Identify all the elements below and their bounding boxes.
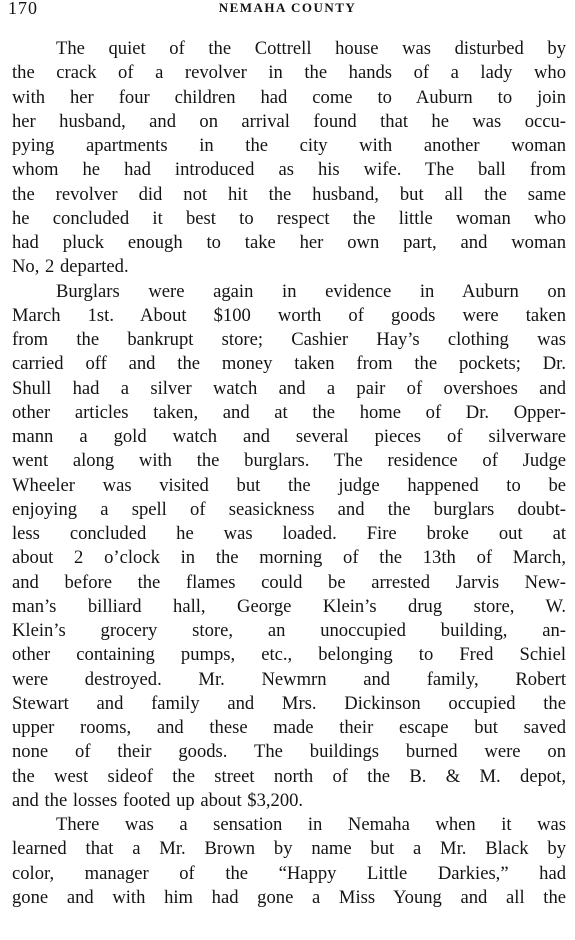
text-line: from the bankrupt store; Cashier Hay’s clothing was xyxy=(12,329,566,350)
text-line: upper rooms, and these made their escape but saved xyxy=(12,717,566,738)
text-line: Burglars were again in evidence in Auburn on xyxy=(56,280,566,302)
text-line: pying apartments in the city with another woman xyxy=(12,135,566,156)
text-line: and the losses footed up about $3,200. xyxy=(12,789,304,811)
text-line: were destroyed. Mr. Newmrn and family, Robert xyxy=(12,668,566,690)
text-line: Shull had a silver watch and a pair of overshoes and xyxy=(12,377,566,399)
text-line: whom he had introduced as his wife. The ball from xyxy=(12,159,566,181)
text-line: her husband, and on arrival found that he was occu- xyxy=(12,110,566,132)
text-line: learned that a Mr. Brown by name but a Mr. Black by xyxy=(12,838,566,860)
text-line: enjoying a spell of seasickness and the burglars doubt- xyxy=(12,498,566,520)
text-line: mann a gold watch and several pieces of silverware xyxy=(12,426,566,447)
paragraph xyxy=(12,813,566,910)
body-text xyxy=(12,37,566,910)
text-line: with her four children had come to Auburn to join xyxy=(12,86,566,108)
text-line: carried off and the money taken from the pockets; Dr. xyxy=(12,353,566,375)
text-line: The quiet of the Cottrell house was disturbed by xyxy=(56,38,566,59)
text-line: the revolver did not hit the husband, but all the same xyxy=(12,183,566,205)
running-head: NEMAHA COUNTY xyxy=(218,0,357,15)
text-line: less concluded he was loaded. Fire broke out at xyxy=(12,523,566,544)
text-line: No, 2 departed. xyxy=(12,256,129,278)
text-line: Klein’s grocery store, an unoccupied building, an- xyxy=(12,620,566,641)
paragraph xyxy=(12,37,566,280)
text-line: about 2 o’clock in the morning of the 13th of March, xyxy=(12,547,566,569)
text-line: went along with the burglars. The residence of Judge xyxy=(12,450,566,472)
text-line: Wheeler was visited but the judge happened to be xyxy=(12,474,566,496)
page-number: 170 xyxy=(8,0,38,18)
text-line: gone and with him had gone a Miss Young and all the xyxy=(12,886,566,908)
text-line: other articles taken, and at the home of Dr. Opper- xyxy=(12,401,566,423)
text-line: and before the flames could be arrested Jarvis New- xyxy=(12,571,566,593)
text-line: none of their goods. The buildings burned were on xyxy=(12,741,566,763)
text-line: man’s billiard hall, George Klein’s drug store, W. xyxy=(12,595,566,617)
text-line: There was a sensation in Nemaha when it was xyxy=(56,814,566,835)
text-line: March 1st. About $100 worth of goods were taken xyxy=(12,304,566,326)
text-line: the crack of a revolver in the hands of a lady who xyxy=(12,62,566,84)
text-line: the west sideof the street north of the B. & M. depot, xyxy=(12,765,566,787)
text-line: he concluded it best to respect the little woman who xyxy=(12,207,566,229)
page-header xyxy=(8,0,567,24)
text-line: Stewart and family and Mrs. Dickinson occupied the xyxy=(12,692,566,714)
paragraph xyxy=(12,280,566,814)
text-line: other containing pumps, etc., belonging to Fred Schiel xyxy=(12,644,566,666)
text-line: color, manager of the “Happy Little Darkies,” had xyxy=(12,862,566,884)
text-line: had pluck enough to take her own part, and woman xyxy=(12,232,566,253)
